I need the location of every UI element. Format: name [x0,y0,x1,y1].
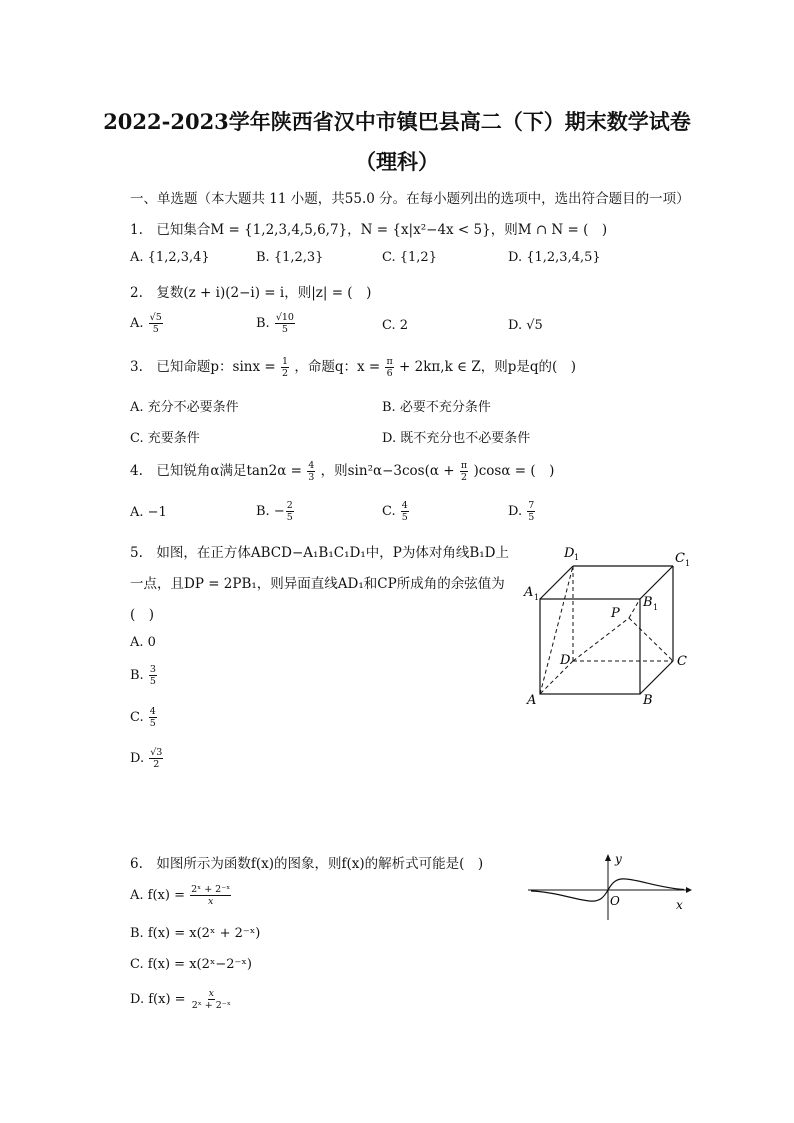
question-3-option-d: D. 既不充分也不必要条件 [382,431,531,446]
question-3-option-b: B. 必要不充分条件 [382,400,491,415]
question-3-stem: 3. 已知命题p：sinx = $\frac{1}{2}$ ，命题q：x = $\frac{\pi}{6}$ + 2kπ,k ∈ Z，则p是q的( ) [130,356,577,379]
label-d1: D [564,546,575,561]
question-4-stem: 4. 已知锐角α满足tan2α = $\frac{4}{3}$ ，则sin²α−3cos(α + $\frac{\pi}{2}$ )cosα = ( ) [130,460,555,483]
question-2-stem: 2. 复数(z + i)(2−i) = i，则|z| = ( ) [130,285,372,301]
question-1-option-d: D. {1,2,3,4,5} [508,250,601,265]
question-6-stem: 6. 如图所示为函数f(x)的图象，则f(x)的解析式可能是( ) [130,856,484,872]
y-axis-arrow [605,854,611,861]
question-5-option-c: C. $\frac{4}{5}$ [130,706,156,729]
edge-cb [640,661,673,694]
question-3-option-c: C. 充要条件 [130,431,200,446]
label-c: C [677,654,687,669]
paper-title: 2022-2023学年陕西省汉中市镇巴县高二（下）期末数学试卷 [103,109,691,134]
question-4-option-d: D. $\frac{7}{5}$ [508,500,535,523]
label-y: y [615,852,622,866]
segment-pc [629,618,673,661]
cube-front-face [540,599,640,694]
segment-ad1 [540,566,573,694]
question-4-option-c: C. $\frac{4}{5}$ [382,500,408,523]
question-2-option-a [130,312,164,335]
option-letter: A. [130,316,144,331]
question-6-option-c: C. f(x) = x(2ˣ−2⁻ˣ) [130,957,252,972]
label-p: P [611,606,620,621]
segment-dp [573,618,629,661]
segment-pb1 [629,599,640,618]
question-5-stem-line1: 5. 如图，在正方体ABCD−A₁B₁C₁D₁中，P为体对角线B₁D上 [130,545,509,561]
question-5-stem-line3: ( ) [130,607,155,623]
label-b: B [643,693,653,708]
label-origin: O [610,894,620,908]
question-2-option-c: C. 2 [382,318,409,333]
fraction: $\frac{√5}{5}$ [149,312,162,335]
question-6-option-a: A. f(x) = $\frac{\text{2ˣ + 2⁻ˣ}}{x}$ [130,884,231,907]
label-b1-sub: 1 [653,603,659,612]
question-3-option-a: A. 充分不必要条件 [130,400,239,415]
question-5-option-d: D. $\frac{√3}{2}$ [130,747,163,770]
label-a1-sub: 1 [534,593,540,602]
question-1-stem: 1. 已知集合M = {1,2,3,4,5,6,7}，N = {x|x²−4x < 5}，则M ∩ N = ( ) [130,222,608,238]
question-5-stem-line2: 一点，且DP = 2PB₁，则异面直线AD₁和CP所成角的余弦值为 [130,576,505,592]
cube-figure [520,538,700,710]
label-d: D [560,653,571,668]
label-x: x [676,898,683,912]
paper-subtitle: （理科） [355,149,439,174]
question-1-option-b: B. {1,2,3} [256,250,324,265]
label-b1: B [643,595,653,610]
x-axis-arrow [686,887,692,893]
question-5-option-a: A. 0 [130,635,156,650]
question-4-option-b: B. − $\frac{2}{5}$ [256,500,293,523]
question-6-option-d: D. f(x) = $\frac{x}{\text{2ˣ + 2⁻ˣ}}$ [130,988,231,1011]
question-2-option-d: D. √5 [508,318,543,333]
function-graph [526,850,696,922]
section-heading: 一、单选题（本大题共 11 小题，共55.0 分。在每小题列出的选项中，选出符合题目的一项） [130,191,690,207]
question-1-option-c: C. {1,2} [382,250,437,265]
edge-a1d1 [540,566,573,599]
label-d1-sub: 1 [574,553,580,562]
question-4-option-a: A. −1 [130,505,167,520]
label-a1: A [524,585,534,600]
question-6-option-b: B. f(x) = x(2ˣ + 2⁻ˣ) [130,926,261,941]
label-a: A [527,693,537,708]
fraction: $\frac{√10}{5}$ [275,312,294,335]
option-letter: B. [256,316,270,331]
question-2-option-b [256,312,296,335]
label-c1-sub: 1 [685,559,691,568]
label-c1: C [675,551,685,566]
question-1-option-a: A. {1,2,3,4} [130,250,210,265]
question-5-option-b: B. $\frac{3}{5}$ [130,664,156,687]
